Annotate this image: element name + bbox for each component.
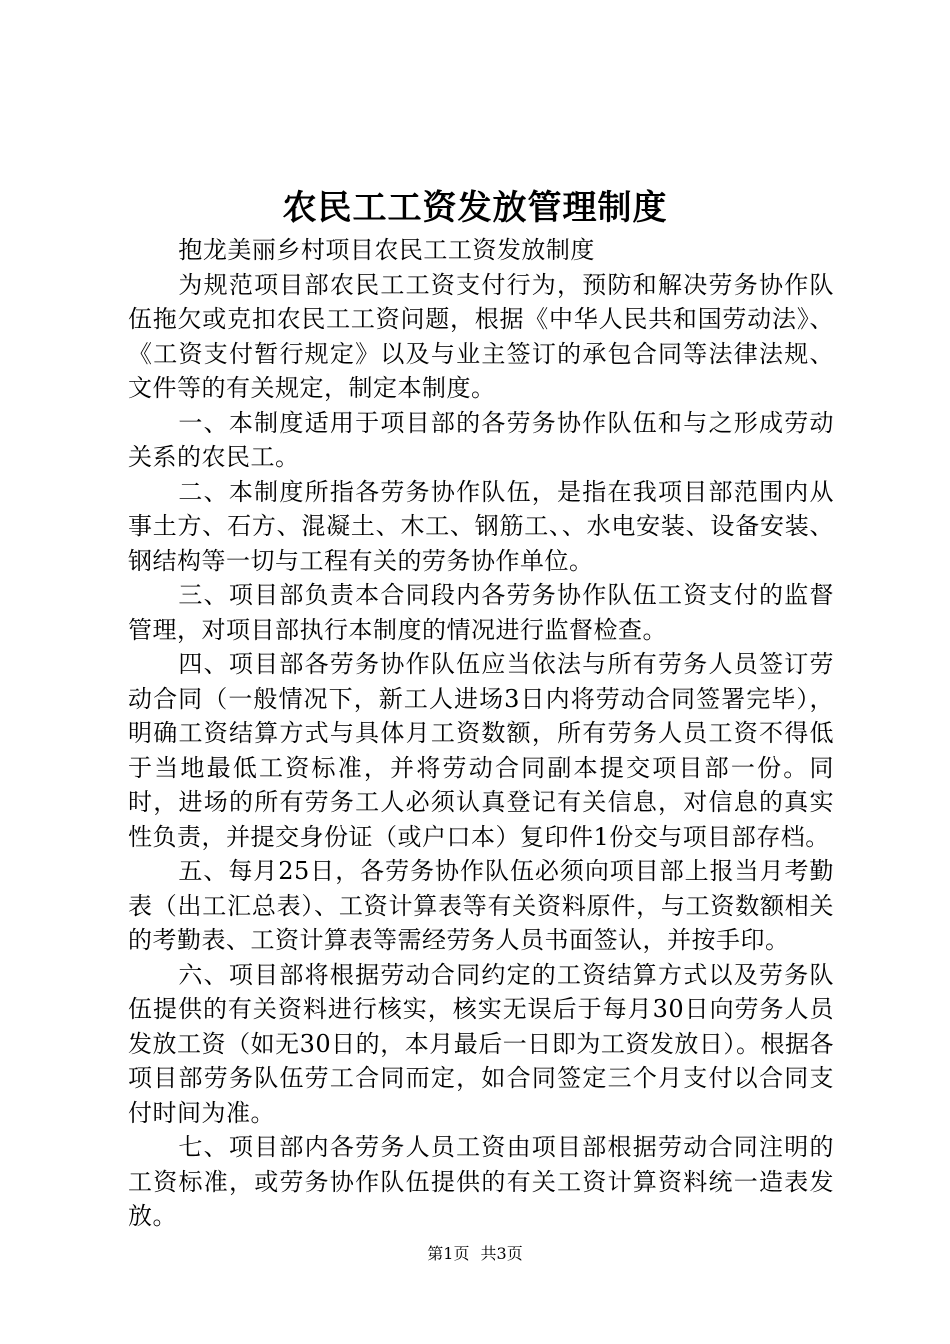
document-body — [128, 233, 834, 1234]
paragraph-clause-1: 一、本制度适用于项目部的各劳务协作队伍和与之形成劳动关系的农民工。 — [128, 408, 834, 471]
paragraph-clause-3: 三、项目部负责本合同段内各劳务协作队伍工资支付的监督管理，对项目部执行本制度的情况进行监督检查。 — [128, 581, 834, 644]
paragraph-clause-6: 六、项目部将根据劳动合同约定的工资结算方式以及劳务队伍提供的有关资料进行核实，核实无误后于每月30日向劳务人员发放工资（如无30日的，本月最后一日即为工资发放日）。根据各项目部劳务队伍劳工合同而定，如合同签定三个月支付以合同支付时间为准。 — [128, 960, 834, 1127]
paragraph-clause-2: 二、本制度所指各劳务协作队伍，是指在我项目部范围内从事土方、石方、混凝土、木工、钢筋工、、水电安装、设备安装、钢结构等一切与工程有关的劳务协作单位。 — [128, 477, 834, 575]
paragraph-clause-5: 五、每月25日，各劳务协作队伍必须向项目部上报当月考勤表（出工汇总表）、工资计算表等有关资料原件，与工资数额相关的考勤表、工资计算表等需经劳务人员书面签认，并按手印。 — [128, 857, 834, 954]
paragraph-clause-7: 七、项目部内各劳务人员工资由项目部根据劳动合同注明的工资标准，或劳务协作队伍提供的有关工资计算资料统一造表发放。 — [128, 1133, 834, 1230]
page-number: 第1页 — [427, 1244, 470, 1263]
document-subtitle: 抱龙美丽乡村项目农民工工资发放制度 — [178, 236, 595, 264]
page-footer — [0, 1242, 950, 1266]
paragraph-clause-4: 四、项目部各劳务协作队伍应当依法与所有劳务人员签订劳动合同（一般情况下，新工人进场3日内将劳动合同签署完毕），明确工资结算方式与具体月工资数额，所有劳务人员工资不得低于当地最低工资标准，并将劳动合同副本提交项目部一份。同时，进场的所有劳务工人必须认真登记有关信息，对信息的真实性负责，并提交身份证（或户口本）复印件1份交与项目部存档。 — [128, 650, 834, 851]
paragraph-intro: 为规范项目部农民工工资支付行为，预防和解决劳务协作队伍拖欠或克扣农民工工资问题，根据《中华人民共和国劳动法》、《工资支付暂行规定》以及与业主签订的承包合同等法律法规、文件等的有关规定，制定本制度。 — [128, 270, 834, 402]
page-total: 共3页 — [480, 1244, 523, 1263]
document-title: 农民工工资发放管理制度 — [282, 188, 668, 228]
